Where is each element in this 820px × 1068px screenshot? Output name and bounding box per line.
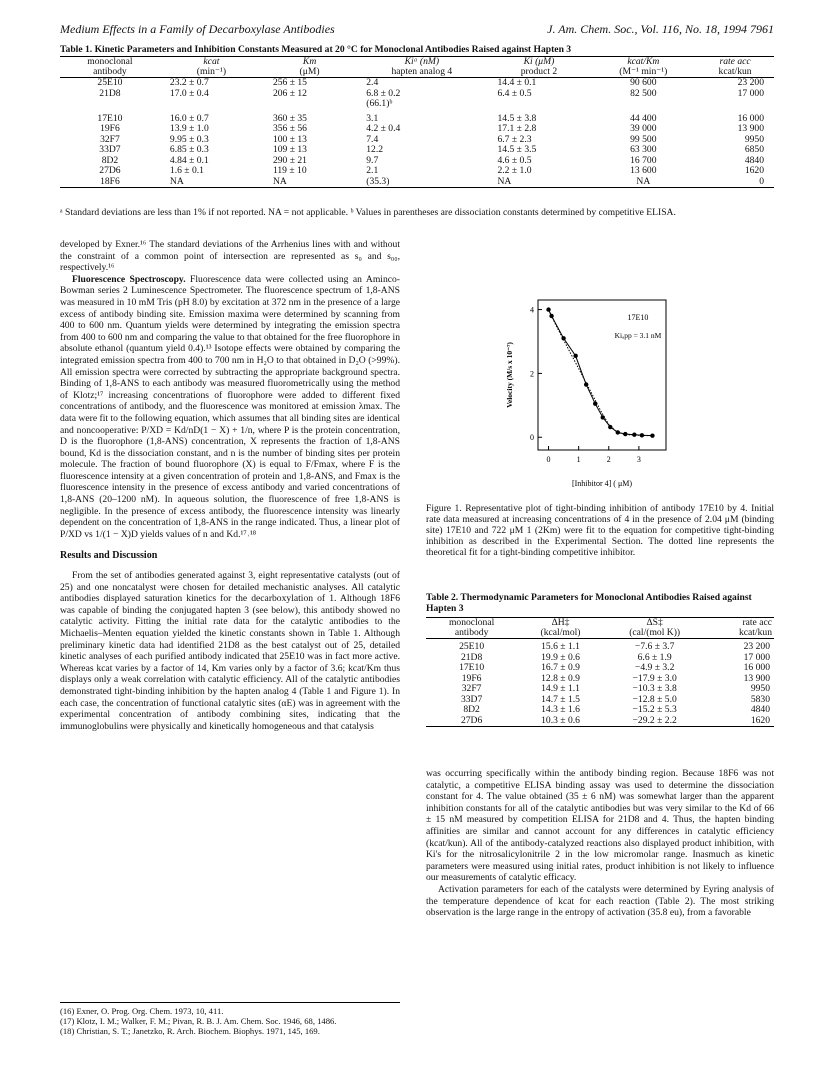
data-point	[640, 433, 644, 437]
table-cell: NA	[591, 177, 697, 188]
x-tick-label: 1	[576, 455, 581, 464]
header-line: product 2	[520, 66, 558, 77]
table-cell: 6.7 ± 2.3	[497, 133, 532, 145]
table-cell: −10.3 ± 3.8	[632, 683, 677, 694]
x-tick-label: 3	[636, 455, 641, 464]
table-cell: −17.9 ± 3.0	[632, 672, 677, 684]
table-row	[60, 135, 774, 146]
table-cell: −15.2 ± 5.3	[632, 704, 677, 715]
table-cell: 206 ± 12	[272, 87, 307, 99]
header-title: Medium Effects in a Family of Decarboxylase Antibodies	[60, 22, 335, 36]
paragraph: developed by Exner.¹⁶ The standard deviations of the Arrhenius lines with and without the constraint of a common point of intersection are represented as s₀ and s₀₀, respectively.¹⁶	[60, 239, 400, 274]
table-cell: 14.3 ± 1.6	[541, 704, 580, 715]
table-cell: 4.6 ± 0.5	[497, 154, 532, 166]
table-cell: 99 500	[630, 133, 657, 145]
header-line: kcat	[203, 56, 220, 67]
paragraph-text: Fluorescence data were collected using an Aminco-Bowman series 2 Luminescence Spectrometer. The fluorescence spectrum of 1,8-ANS was measured in 10 mM Tris (pH 8.0) by excitation at 372 nm in the presence of a large excess of antibody binding site. Emission maxima were determined by scanning from 400 to 600 nm. Quantum yields were determined by integrating the emission spectra from 400 to 600 nm and comparing the value to that obtained for the free fluorophore in absolute ethanol (quantum yield 0.4).¹³ Isotope effects were obtained by comparing the integrated emission spectra from 400 to 700 nm in H₂O to that obtained in D₂O (>99%). All emission spectra were corrected by subtracting the appropriate background spectra. Binding of 1,8-ANS to each antibody was measured fluorometrically using the method of Klotz;¹⁷ increasing concentrations of fluorophore were added to different fixed concentrations of antibody, and the fluorescence was monitored at emission λmax. The data were fit to the following equation, which assumes that all binding sites are identical and noncooperative: P/XD = Kd/nD(1 − X) + 1/n, where P is the protein concentration, D is the fluorophore (1,8-ANS) concentration, X represents the fraction of 1,8-ANS bound, Kd is the dissociation constant, and n is the number of binding sites per protein molecule. The fraction of bound fluorophore (X) is equal to F/Fmax, where F is the fluorescence intensity at a given concentration of protein and 1,8-ANS, and Fmax is the fluorescence intensity in the presence of excess antibody and varied concentrations of 1,8-ANS (20–1200 nM). In aqueous solution, the fluorescence of free 1,8-ANS is negligible. In the presence of excess antibody, the fluorescence intensity was linearly dependent on the concentration of 1,8-ANS in the range indicated. Thus, a linear plot of P/XD vs 1/(1 − X)D yields values of n and Kd.¹⁷˒¹⁸	[60, 273, 400, 540]
left-column	[60, 239, 400, 732]
table-cell: 12.2	[366, 144, 384, 155]
table2-caption: Table 2. Thermodynamic Parameters for Monoclonal Antibodies Raised against Hapten 3	[426, 592, 752, 614]
header-line: (kcal/mol)	[540, 627, 581, 638]
table-cell: 8D2	[463, 704, 480, 715]
table-cell: 2.4	[366, 77, 379, 88]
figure1-caption-text: Figure 1. Representative plot of tight-binding inhibition of antibody 17E10 by 4. Initial rate data measured at increasing concentrations of 4 in the presence of 2.04 μM (binding site) 17E10 and 722 μM 1 (2Km) were fit to the equation for competitive tight-binding inhibition as described in the Experimental Section. The dotted line represents the theoretical fit for a tight-binding competitive inhibitor.	[426, 503, 774, 558]
table-cell: 256 ± 15	[272, 77, 307, 88]
table-cell: −7.6 ± 3.7	[634, 641, 675, 652]
header-line: rate acc	[719, 56, 751, 67]
table1-col-header	[160, 57, 263, 78]
table-row	[60, 99, 774, 110]
table-cell: 19F6	[461, 672, 482, 684]
table-cell: NA	[263, 177, 356, 188]
table-cell: 0	[696, 177, 774, 188]
table-cell: 90 600	[630, 77, 657, 88]
table-row	[60, 156, 774, 167]
figure1-caption	[426, 503, 774, 558]
table-cell: 10.3 ± 0.6	[517, 716, 604, 727]
header-line: (μM)	[299, 66, 320, 77]
table-cell: NA	[160, 177, 263, 188]
table-cell: 1620	[705, 716, 774, 727]
table-cell: 4840	[744, 154, 764, 166]
table-cell: 21D8	[460, 651, 483, 663]
table-cell: 6850	[744, 144, 764, 155]
plot-annotation: Kiₐpp = 3.1 nM	[614, 331, 662, 340]
header-line: Km	[302, 56, 317, 67]
data-point	[549, 314, 553, 318]
data-point	[573, 354, 577, 358]
table-row	[426, 684, 774, 695]
table-cell: 32F7	[100, 133, 120, 145]
figure1-plot	[486, 290, 676, 500]
table1-caption: Table 1. Kinetic Parameters and Inhibition Constants Measured at 20 °C for Monoclonal Antibodies Raised against Hapten 3	[60, 44, 572, 55]
paragraph: was occurring specifically within the antibody binding region. Because 18F6 was not catalytic, a competitive ELISA binding assay was used to determine the dissociation constant for 4. The value obtained (35 ± 6 nM) was somewhat larger than the apparent inhibition constants for all of the catalytic antibodies but was very similar to the Kd of 66 ± 15 nM measured by competition ELISA for 21D8 and 4. Thus, the hapten binding affinities are similar and cannot account for any differences in catalytic efficiency (kcat/kun). All of the antibody-catalyzed reactions also displayed product inhibition, with Ki's for the nitrosalicylonitrile 2 in the low micromolar range. Inasmuch as kinetic parameters were measured using initial rates, product inhibition is not likely to influence our measurements of catalytic efficacy.	[426, 768, 774, 884]
header-journal: J. Am. Chem. Soc., Vol. 116, No. 18, 1994 7961	[547, 22, 774, 36]
reference-item: (17) Klotz, I. M.; Walker, F. M.; Pivan, R. B. J. Am. Chem. Soc. 1946, 68, 1486.	[60, 1016, 337, 1026]
header-line: ΔH‡	[551, 617, 570, 628]
table-cell: 1.6 ± 0.1	[169, 165, 204, 176]
table-cell: 17E10	[97, 112, 123, 124]
table1	[60, 56, 774, 188]
table-cell: 4.84 ± 0.1	[169, 154, 209, 166]
table-cell: 16 000	[743, 662, 770, 673]
table1-col-header	[60, 57, 160, 78]
reference-item: (18) Christian, S. T.; Janetzko, R. Arch. Biochem. Biophys. 1971, 145, 169.	[60, 1026, 320, 1036]
table-cell: 13 600	[630, 165, 657, 176]
table-cell: 25E10	[97, 77, 123, 88]
table-cell: 109 ± 13	[272, 144, 307, 155]
table-cell: 17 000	[737, 87, 764, 99]
section-heading: Results and Discussion	[60, 550, 158, 562]
table-cell	[160, 99, 263, 110]
data-point	[601, 415, 605, 419]
paragraph: From the set of antibodies generated against 3, eight representative catalysts (out of 25) and one noncatalyst were chosen for detailed mechanistic analyses. All catalytic antibodies displayed saturation kinetics for the decarboxylation of 1. Although 18F6 was capable of binding the conjugated hapten 3 (see below), this antibody showed no catalytic activity. Fitting the initial rate data for the catalytic antibodies to the Michaelis–Menten equation yielded the kinetic constants shown in Table 1. Although preliminary kinetic data had identified 21D8 as the best catalyst out of 25, detailed kinetic analyses of each purified antibody indicated that 25E10 was in fact more active. Whereas kcat varies by a factor of 14, Km varies only by a factor of 3.6; kcat/Km thus displays only a weak correlation with catalytic efficiency. All of the catalytic antibodies demonstrated tight-binding inhibition by the hapten analog 4 (Table 1 and Figure 1). In each case, the concentration of functional catalytic sites (αE) was in agreement with the experimental concentration of antibody combining sites, indicating that the immunoglobulins were physically and kinetically homogeneous and that catalysis	[60, 570, 400, 732]
data-point	[650, 433, 654, 437]
table-cell: 13 900	[737, 123, 764, 134]
table-cell	[487, 99, 590, 110]
table-cell: 15.6 ± 1.1	[541, 641, 580, 652]
table-cell: 33D7	[99, 144, 121, 155]
table-cell: −12.8 ± 5.0	[632, 693, 677, 705]
y-axis-label: Velocity (M/s x 10⁻⁷)	[505, 342, 514, 408]
table-cell: 9950	[744, 133, 764, 145]
table-cell: 63 300	[630, 144, 657, 155]
table-row	[60, 78, 774, 89]
y-tick-label: 2	[530, 369, 534, 379]
table1-col-header	[487, 57, 590, 78]
table-cell: 44 400	[630, 112, 657, 124]
paragraph-heading: Fluorescence Spectroscopy.	[72, 273, 186, 285]
table-cell: 6.8 ± 0.2	[366, 87, 401, 99]
plot-marks	[546, 307, 654, 437]
table-cell: 33D7	[460, 693, 483, 705]
table-cell: 4840	[750, 704, 770, 715]
table-cell: 19.9 ± 0.6	[541, 651, 580, 663]
table-cell: 356 ± 56	[272, 123, 307, 134]
data-point	[623, 432, 627, 436]
table-row	[60, 145, 774, 156]
table-cell: 82 500	[630, 87, 657, 99]
table-cell: 7.4	[366, 133, 379, 145]
data-point	[632, 432, 636, 436]
x-tick-label: 2	[606, 455, 611, 464]
references	[60, 1006, 400, 1036]
table-cell	[696, 99, 774, 110]
data-point	[584, 382, 588, 386]
table-cell: 16.7 ± 0.9	[541, 662, 580, 673]
y-tick-label: 0	[530, 433, 534, 443]
table-cell: 21D8	[99, 87, 121, 99]
table-cell: 14.7 ± 1.5	[541, 693, 580, 705]
table-cell: 12.8 ± 0.9	[541, 672, 580, 684]
table2-col-header	[517, 618, 604, 639]
table-cell: (35.3)	[356, 177, 487, 188]
header-line: antibody	[454, 627, 489, 638]
header-line: antibody	[93, 66, 127, 77]
y-tick-label: 4	[530, 305, 534, 315]
x-axis-label: [Inhibitor 4] ( μM)	[571, 479, 633, 488]
table-cell: 119 ± 10	[272, 165, 307, 176]
footnote-divider	[60, 1002, 400, 1003]
table1-col-header	[356, 57, 487, 78]
table-cell: 14.4 ± 0.1	[497, 77, 537, 88]
table-row	[426, 663, 774, 674]
header-line: Kiᵃ (nM)	[404, 56, 440, 67]
table-cell: 16 000	[737, 112, 764, 124]
table-cell: 13 900	[743, 672, 770, 684]
paragraph: Activation parameters for each of the catalysts were determined by Eyring analysis of the temperature dependence of kcat for each reaction (Table 2). The most striking observation is the large range in the entropy of activation (35.8 eu), from a favorable	[426, 883, 774, 919]
table-cell: 1620	[744, 165, 764, 176]
table-cell: 17E10	[459, 662, 485, 673]
header-line: kcat/kun	[738, 627, 772, 638]
table-cell: 6.6 ± 1.9	[637, 651, 672, 663]
table-cell	[263, 99, 356, 110]
table1-footnote: ᵃ Standard deviations are less than 1% if not reported. NA = not applicable. ᵇ Values in parentheses are dissociation constants determined by competitive ELISA.	[60, 207, 676, 218]
right-column	[426, 768, 774, 919]
table-cell: 16.0 ± 0.7	[169, 112, 209, 124]
table-row	[60, 110, 774, 125]
table-cell: NA	[487, 177, 590, 188]
table-cell: 8D2	[101, 154, 119, 166]
table-cell: 14.5 ± 3.8	[497, 112, 537, 124]
table-cell: 9950	[750, 683, 770, 694]
plot-frame	[538, 300, 666, 450]
table-cell: 13.9 ± 1.0	[169, 123, 209, 134]
data-point	[608, 425, 612, 429]
header-line: monoclonal	[448, 617, 495, 628]
header-line: (min⁻¹)	[196, 66, 227, 77]
table-row	[60, 166, 774, 177]
table-cell: 2.1	[366, 165, 379, 176]
header-line: (cal/(mol K))	[629, 627, 681, 638]
table-cell: 5830	[750, 693, 770, 705]
table-cell: 100 ± 13	[272, 133, 307, 145]
table-cell: 14.9 ± 1.1	[541, 683, 580, 694]
table1-col-header	[696, 57, 774, 78]
table-cell: 3.1	[366, 112, 379, 124]
table-cell: 23 200	[743, 641, 770, 652]
table-cell: 19F6	[100, 123, 120, 134]
table-cell: 17.1 ± 2.8	[497, 123, 537, 134]
plot-title: 17E10	[627, 313, 649, 322]
data-point	[593, 402, 597, 406]
table-cell: −4.9 ± 3.2	[634, 662, 675, 673]
table-cell: 25E10	[459, 641, 485, 652]
table-cell: 6.85 ± 0.3	[169, 144, 209, 155]
header-line: rate acc	[742, 617, 772, 628]
table1-col-header	[263, 57, 356, 78]
table-cell: 14.5 ± 3.5	[497, 144, 537, 155]
table-cell: 39 000	[630, 123, 657, 134]
header-line: Ki (μM)	[523, 56, 555, 67]
table-cell: 9.95 ± 0.3	[169, 133, 209, 145]
data-point	[561, 336, 565, 340]
table-row	[426, 716, 774, 727]
running-header	[60, 22, 774, 38]
data-point	[616, 430, 620, 434]
table-cell: 2.2 ± 1.0	[497, 165, 532, 176]
table-row	[60, 124, 774, 135]
header-line: kcat/Km	[627, 56, 660, 67]
table-cell: 17 000	[743, 651, 770, 663]
reference-item: (16) Exner, O. Prog. Org. Chem. 1973, 10, 411.	[60, 1006, 224, 1016]
table-cell: 16 700	[630, 154, 657, 166]
header-line: ΔS‡	[646, 617, 663, 628]
table-cell	[60, 99, 160, 110]
plot-axes	[505, 300, 666, 488]
x-tick-label: 0	[546, 455, 551, 464]
table-cell: 18F6	[60, 177, 160, 188]
data-point	[546, 307, 550, 311]
table-cell: 9.7	[366, 154, 379, 166]
table2	[426, 617, 774, 727]
header-line: monoclonal	[87, 56, 133, 67]
table-cell: 360 ± 35	[272, 112, 307, 124]
header-line: (M⁻¹ min⁻¹)	[619, 66, 668, 77]
table-cell: 17.0 ± 0.4	[169, 87, 209, 99]
table-cell: 23.2 ± 0.7	[169, 77, 209, 88]
table-row	[60, 89, 774, 100]
table-cell: 6.4 ± 0.5	[497, 87, 532, 99]
table1-col-header	[591, 57, 697, 78]
table-cell: 23 200	[737, 77, 764, 88]
table-cell: −29.2 ± 2.2	[604, 716, 706, 727]
paragraph	[60, 274, 400, 541]
table2-col-header	[604, 618, 706, 639]
table2-col-header	[426, 618, 517, 639]
table-cell: 32F7	[461, 683, 482, 694]
table-row	[60, 177, 774, 188]
table-cell: 4.2 ± 0.4	[366, 123, 401, 134]
table2-col-header	[705, 618, 774, 639]
table-cell	[591, 99, 697, 110]
table-row	[426, 639, 774, 653]
table-cell: (66.1)ᵇ	[366, 98, 393, 109]
table-cell: 27D6	[99, 165, 121, 176]
data-line	[549, 310, 653, 436]
table-cell: 290 ± 21	[272, 154, 307, 166]
header-line: hapten analog 4	[391, 66, 453, 77]
header-line: kcat/kun	[718, 66, 752, 77]
table-row	[426, 705, 774, 716]
table-cell: 27D6	[426, 716, 517, 727]
